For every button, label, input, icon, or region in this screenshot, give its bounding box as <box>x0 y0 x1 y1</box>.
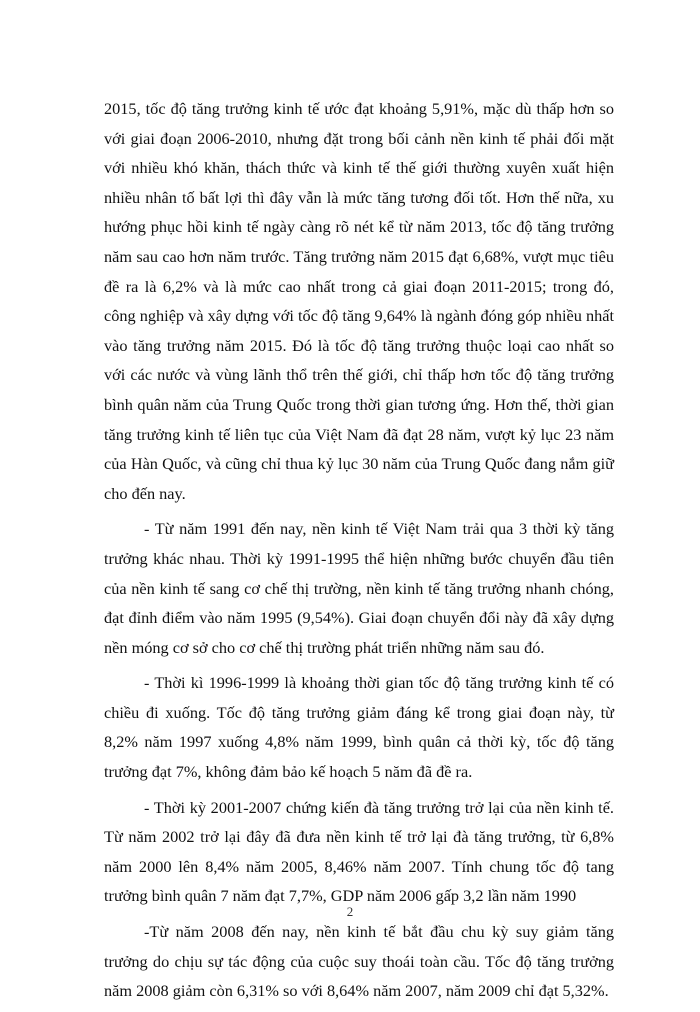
paragraph-periods-overview: - Từ năm 1991 đến nay, nền kinh tế Việt Nam trải qua 3 thời kỳ tăng trưởng khác nhau. Thời kỳ 1991-1995 thể hiện những bước chuyển đầu tiên của nền kinh tế sang cơ chế thị trường, nền kinh tế tăng trưởng nhanh chóng, đạt đỉnh điểm vào năm 1995 (9,54%). Giai đoạn chuyển đổi này đã xây dựng nền móng cơ sở cho cơ chế thị trường phát triển những năm sau đó. <box>104 519 614 657</box>
document-body <box>104 94 614 1012</box>
paragraph-period-2008-now: -Từ năm 2008 đến nay, nền kinh tế bắt đầu chu kỳ suy giảm tăng trưởng do chịu sự tác động của cuộc suy thoái toàn cầu. Tốc độ tăng trưởng năm 2008 giảm còn 6,31% so với 8,64% năm 2007, năm 2009 chỉ đạt 5,32%. <box>104 922 614 1001</box>
paragraph-period-2001-2007: - Thời kỳ 2001-2007 chứng kiến đà tăng trưởng trở lại của nền kinh tế. Từ năm 2002 trở lại đây đã đưa nền kinh tế trở lại đà tăng trưởng, từ 6,8% năm 2000 lên 8,4% năm 2005, 8,46% năm 2007. Tính chung tốc độ tang trưởng bình quân 7 năm đạt 7,7%, GDP năm 2006 gấp 3,2 lần năm 1990 <box>104 797 614 906</box>
paragraph-gdp-2015: 2015, tốc độ tăng trưởng kinh tế ước đạt khoảng 5,91%, mặc dù thấp hơn so với giai đoạn 2006-2010, nhưng đặt trong bối cảnh nền kinh tế phải đối mặt với nhiều khó khăn, thách thức và kinh tế thế giới thường xuyên xuất hiện nhiều nhân tố bất lợi thì đây vẫn là mức tăng tương đối tốt. Hơn thế nữa, xu hướng phục hồi kinh tế ngày càng rõ nét kể từ năm 2013, tốc độ tăng trưởng năm sau cao hơn năm trước. Tăng trưởng năm 2015 đạt 6,68%, vượt mục tiêu đề ra là 6,2% và là mức cao nhất trong cả giai đoạn 2011-2015; trong đó, công nghiệp và xây dựng với tốc độ tăng 9,64% là ngành đóng góp nhiều nhất vào tăng trưởng năm 2015. Đó là tốc độ tăng trưởng thuộc loại cao nhất so với các nước và vùng lãnh thổ trên thế giới, chỉ thấp hơn tốc độ tăng trưởng bình quân năm của Trung Quốc trong thời gian tương ứng. Hơn thế, thời gian tăng trưởng kinh tế liên tục của Việt Nam đã đạt 28 năm, vượt kỷ lục 23 năm của Hàn Quốc, và cũng chỉ thua kỷ lục 30 năm của Trung Quốc đang nắm giữ cho đến nay. <box>104 99 614 503</box>
paragraph-period-1996-1999: - Thời kì 1996-1999 là khoảng thời gian tốc độ tăng trưởng kinh tế có chiều đi xuống. Tốc độ tăng trưởng giảm đáng kể trong giai đoạn này, từ 8,2% năm 1997 xuống 4,8% năm 1999, bình quân cả thời kỳ, tốc độ tăng trưởng đạt 7%, không đảm bảo kế hoạch 5 năm đã đề ra. <box>104 673 614 782</box>
page-number: 2 <box>346 904 354 919</box>
